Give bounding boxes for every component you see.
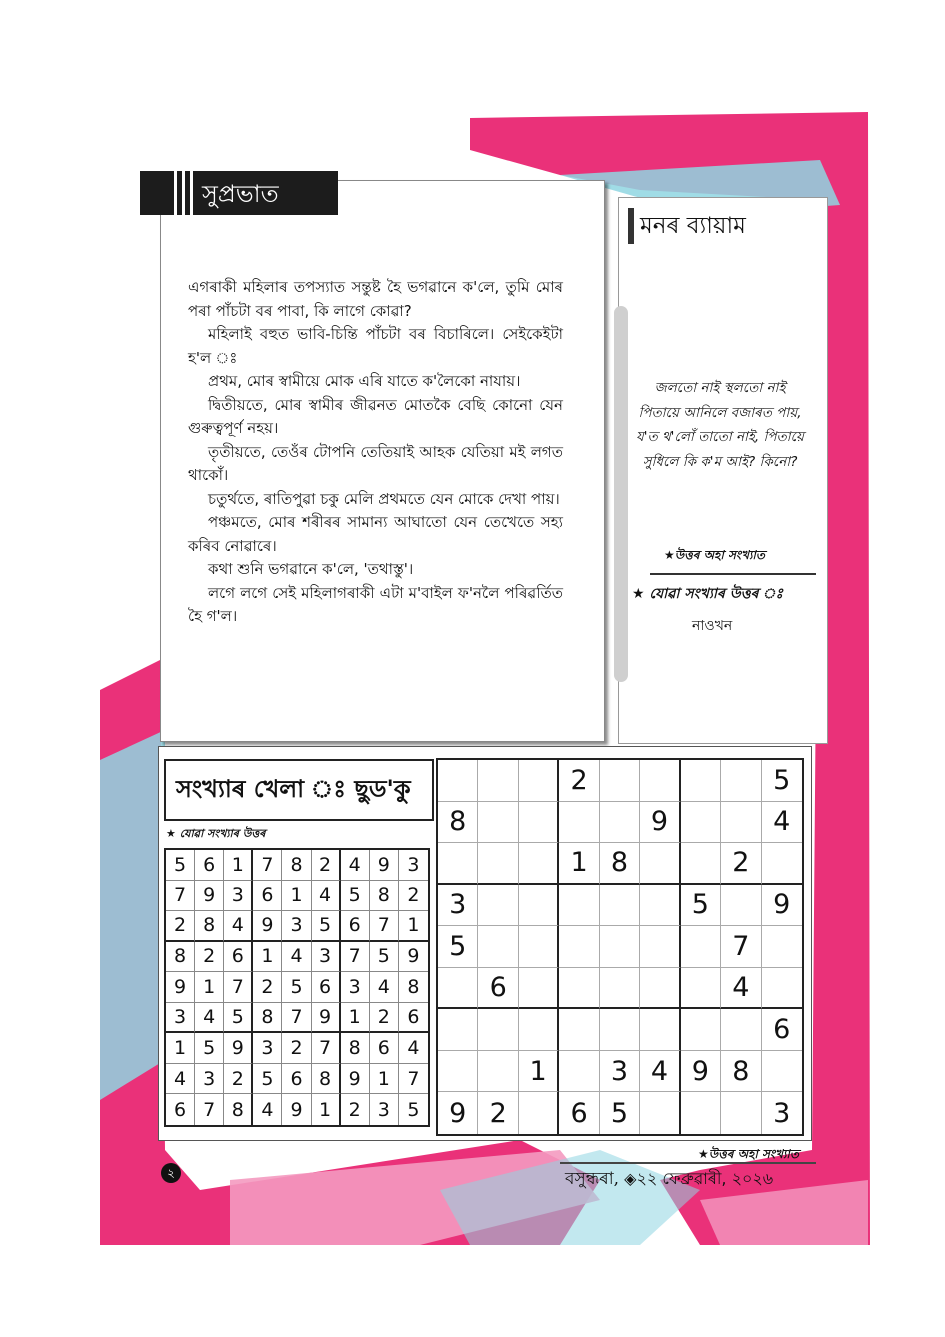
page-number: ২ xyxy=(161,1163,181,1183)
article-paragraph: এগৰাকী মহিলাৰ তপস্যাত সন্তুষ্ট হৈ ভগৱানে ক'লে, তুমি মোৰ পৰা পাঁচটা বৰ পাবা, কি লাগে কোৱা? xyxy=(188,278,563,320)
puzzle-cell xyxy=(681,968,721,1010)
header-stripe xyxy=(174,171,177,215)
puzzle-cell xyxy=(681,1009,721,1051)
puzzle-cell xyxy=(600,1009,640,1051)
puzzle-cell: 2 xyxy=(721,843,761,885)
puzzle-cell: 8 xyxy=(600,843,640,885)
puzzle-cell: 9 xyxy=(762,885,802,927)
article-paragraph: প্ৰথম, মোৰ স্বামীয়ে মোক এৰি যাতে ক'লৈকো নাযায়। xyxy=(208,372,521,390)
solution-cell: 8 xyxy=(253,1003,282,1034)
article-paragraph: মহিলাই বহুত ভাবি-চিন্তি পাঁচটা বৰ বিচাৰিলে। সেইকেইটা হ'ল ঃ xyxy=(188,325,563,367)
solution-cell: 9 xyxy=(312,1003,341,1034)
masthead xyxy=(565,1166,773,1194)
footer-answer-note: ★উত্তৰ অহা সংখ্যাত xyxy=(698,1147,799,1161)
solution-cell: 7 xyxy=(399,1064,428,1095)
solution-note: ★ যোৱা সংখ্যাৰ উত্তৰ xyxy=(166,827,266,840)
puzzle-cell xyxy=(478,1009,518,1051)
solution-cell: 8 xyxy=(370,881,399,912)
solution-cell: 6 xyxy=(253,881,282,912)
article-paragraph: দ্বিতীয়তে, মোৰ স্বামীৰ জীৱনত মোতকৈ বেছি কোনো যেন গুৰুত্বপূৰ্ণ নহয়। xyxy=(188,395,563,437)
puzzle-cell xyxy=(640,843,680,885)
puzzle-cell xyxy=(721,1009,761,1051)
section-header xyxy=(140,171,338,215)
solution-cell: 7 xyxy=(166,881,195,912)
puzzle-cell: 9 xyxy=(640,802,680,844)
puzzle-cell: 5 xyxy=(600,1092,640,1134)
puzzle-cell: 3 xyxy=(438,885,478,927)
puzzle-cell xyxy=(681,1092,721,1134)
puzzle-cell xyxy=(681,926,721,968)
solution-cell: 8 xyxy=(166,942,195,973)
solution-cell: 1 xyxy=(282,881,311,912)
solution-cell: 4 xyxy=(195,1003,224,1034)
solution-cell: 2 xyxy=(195,942,224,973)
solution-cell: 3 xyxy=(399,850,428,881)
puzzle-cell: 4 xyxy=(640,1051,680,1093)
sudoku-title: সংখ্যাৰ খেলা ঃ ছুড'কু xyxy=(176,775,411,803)
puzzle-cell: 6 xyxy=(559,1092,599,1134)
solution-cell: 2 xyxy=(224,1064,253,1095)
puzzle-cell: 5 xyxy=(438,926,478,968)
solution-cell: 3 xyxy=(312,942,341,973)
puzzle-cell xyxy=(438,843,478,885)
puzzle-cell xyxy=(438,1051,478,1093)
puzzle-cell xyxy=(559,926,599,968)
puzzle-cell xyxy=(600,802,640,844)
solution-cell: 5 xyxy=(341,881,370,912)
puzzle-cell xyxy=(519,1092,559,1134)
puzzle-cell: 1 xyxy=(559,843,599,885)
solution-cell: 9 xyxy=(253,911,282,942)
divider xyxy=(650,573,816,575)
solution-cell: 4 xyxy=(282,942,311,973)
solution-cell: 4 xyxy=(399,1033,428,1064)
solution-cell: 6 xyxy=(312,972,341,1003)
solution-cell: 1 xyxy=(370,1064,399,1095)
solution-cell: 7 xyxy=(195,1094,224,1125)
previous-answer: নাওখন xyxy=(692,618,733,634)
solution-cell: 2 xyxy=(253,972,282,1003)
solution-cell: 5 xyxy=(370,942,399,973)
solution-cell: 9 xyxy=(224,1033,253,1064)
solution-cell: 5 xyxy=(312,911,341,942)
solution-cell: 8 xyxy=(195,911,224,942)
solution-cell: 1 xyxy=(224,850,253,881)
puzzle-cell xyxy=(640,760,680,802)
puzzle-cell: 8 xyxy=(438,802,478,844)
solution-cell: 1 xyxy=(166,1033,195,1064)
solution-cell: 1 xyxy=(341,1003,370,1034)
solution-cell: 9 xyxy=(195,881,224,912)
article-paragraph: কথা শুনি ভগৱানে ক'লে, 'তথাস্তু'। xyxy=(208,560,414,578)
puzzle-cell xyxy=(640,1092,680,1134)
riddle-heading: মনৰ ব্যায়াম xyxy=(628,208,746,244)
puzzle-cell xyxy=(600,760,640,802)
solution-cell: 4 xyxy=(312,881,341,912)
puzzle-cell xyxy=(600,926,640,968)
solution-cell: 8 xyxy=(341,1033,370,1064)
puzzle-cell xyxy=(438,968,478,1010)
solution-cell: 3 xyxy=(341,972,370,1003)
puzzle-cell xyxy=(519,926,559,968)
solution-cell: 7 xyxy=(341,942,370,973)
header-stripe xyxy=(190,171,193,215)
solution-cell: 8 xyxy=(224,1094,253,1125)
solution-cell: 4 xyxy=(370,972,399,1003)
solution-cell: 8 xyxy=(282,850,311,881)
solution-cell: 3 xyxy=(282,911,311,942)
puzzle-cell xyxy=(559,802,599,844)
solution-cell: 4 xyxy=(341,850,370,881)
puzzle-cell xyxy=(559,968,599,1010)
puzzle-cell: 5 xyxy=(681,885,721,927)
solution-cell: 7 xyxy=(224,972,253,1003)
puzzle-cell: 9 xyxy=(438,1092,478,1134)
puzzle-cell xyxy=(681,843,721,885)
puzzle-cell: 1 xyxy=(519,1051,559,1093)
solution-cell: 8 xyxy=(399,972,428,1003)
solution-cell: 3 xyxy=(253,1033,282,1064)
solution-cell: 2 xyxy=(399,881,428,912)
solution-cell: 6 xyxy=(370,1033,399,1064)
puzzle-cell xyxy=(478,1051,518,1093)
solution-cell: 3 xyxy=(195,1064,224,1095)
puzzle-cell: 5 xyxy=(762,760,802,802)
puzzle-cell xyxy=(519,802,559,844)
puzzle-cell xyxy=(640,885,680,927)
riddle-panel-bar xyxy=(614,306,628,682)
riddle-text: জলতো নাই স্থলতো নাই পিতায়ে আনিলে বজাৰত পায়, য'ত থ'লোঁ তাতো নাই, পিতায়ে সুধিলে কি ক'ম আই? কিনো? xyxy=(636,380,804,470)
solution-cell: 9 xyxy=(166,972,195,1003)
previous-solution-grid xyxy=(164,848,430,1127)
puzzle-cell xyxy=(519,1009,559,1051)
puzzle-cell xyxy=(640,1009,680,1051)
puzzle-cell xyxy=(559,885,599,927)
puzzle-cell: 4 xyxy=(721,968,761,1010)
solution-cell: 7 xyxy=(370,911,399,942)
solution-cell: 9 xyxy=(341,1064,370,1095)
solution-cell: 4 xyxy=(166,1064,195,1095)
puzzle-cell: 3 xyxy=(773,1097,791,1129)
solution-cell: 1 xyxy=(195,972,224,1003)
solution-cell: 3 xyxy=(224,881,253,912)
solution-cell: 2 xyxy=(370,1003,399,1034)
solution-cell: 8 xyxy=(312,1064,341,1095)
puzzle-cell xyxy=(762,843,802,885)
puzzle-cell: 6 xyxy=(478,968,518,1010)
puzzle-cell: 3 xyxy=(600,1051,640,1093)
puzzle-cell xyxy=(438,1009,478,1051)
previous-answer-label: ★ যোৱা সংখ্যাৰ উত্তৰ ঃ xyxy=(632,586,783,602)
puzzle-cell xyxy=(721,760,761,802)
puzzle-cell xyxy=(721,802,761,844)
puzzle-cell: 8 xyxy=(721,1051,761,1093)
solution-cell: 7 xyxy=(282,1003,311,1034)
solution-cell: 2 xyxy=(312,850,341,881)
solution-cell: 6 xyxy=(341,911,370,942)
solution-cell: 9 xyxy=(399,942,428,973)
solution-cell: 1 xyxy=(312,1094,341,1125)
article-paragraph: তৃতীয়তে, তেওঁৰ টোপনি তেতিয়াই আহক যেতিয়া মই লগত থাকোঁ। xyxy=(188,442,563,484)
puzzle-cell xyxy=(559,1051,599,1093)
article-body xyxy=(188,276,563,629)
solution-cell: 3 xyxy=(166,1003,195,1034)
solution-cell: 1 xyxy=(399,911,428,942)
puzzle-cell xyxy=(721,1092,761,1134)
puzzle-cell: 6 xyxy=(762,1009,802,1051)
puzzle-cell xyxy=(600,968,640,1010)
solution-cell: 7 xyxy=(253,850,282,881)
section-title: সুপ্ৰভাত xyxy=(202,180,279,208)
answer-next-issue-note: ★উত্তৰ অহা সংখ্যাত xyxy=(664,548,765,562)
puzzle-cell xyxy=(478,760,518,802)
solution-cell: 2 xyxy=(166,911,195,942)
puzzle-cell: 2 xyxy=(478,1092,518,1134)
puzzle-cell xyxy=(721,885,761,927)
puzzle-cell xyxy=(762,1051,802,1093)
puzzle-cell xyxy=(438,760,478,802)
puzzle-cell: 9 xyxy=(681,1051,721,1093)
solution-cell: 1 xyxy=(253,942,282,973)
paper-name: বসুন্ধৰা, xyxy=(565,1169,620,1189)
puzzle-cell xyxy=(559,1009,599,1051)
article-paragraph: পঞ্চমতে, মোৰ শৰীৰৰ সামান্য আঘাতো যেন তেখেতে সহ্য কৰিব নোৱাৰে। xyxy=(188,513,563,555)
article-paragraph: লগে লগে সেই মহিলাগৰাকী এটা ম'বাইল ফ'নলৈ পৰিৱৰ্তিত হৈ গ'ল। xyxy=(188,583,563,625)
solution-cell: 5 xyxy=(224,1003,253,1034)
solution-cell: 3 xyxy=(370,1094,399,1125)
article-paragraph: চতুৰ্থতে, ৰাতিপুৱা চকু মেলি প্ৰথমতে যেন মোকে দেখা পায়। xyxy=(208,489,560,508)
solution-cell: 7 xyxy=(312,1033,341,1064)
solution-cell: 5 xyxy=(195,1033,224,1064)
solution-cell: 5 xyxy=(253,1064,282,1095)
solution-cell: 4 xyxy=(253,1094,282,1125)
puzzle-cell xyxy=(762,926,802,968)
puzzle-cell: 7 xyxy=(721,926,761,968)
puzzle-cell xyxy=(478,926,518,968)
puzzle-cell xyxy=(519,968,559,1010)
puzzle-cell xyxy=(478,885,518,927)
solution-cell: 5 xyxy=(407,1098,420,1121)
sudoku-puzzle-grid xyxy=(436,758,804,1136)
solution-cell: 4 xyxy=(224,911,253,942)
puzzle-cell xyxy=(640,926,680,968)
puzzle-cell: 2 xyxy=(559,760,599,802)
solution-cell: 2 xyxy=(341,1094,370,1125)
solution-cell: 6 xyxy=(399,1003,428,1034)
solution-cell: 5 xyxy=(166,850,195,881)
issue-date: ◈২২ ফেব্ৰুৱাৰী, ২০২৬ xyxy=(624,1169,774,1188)
puzzle-cell xyxy=(519,843,559,885)
solution-cell: 9 xyxy=(370,850,399,881)
solution-cell: 2 xyxy=(282,1033,311,1064)
solution-cell: 9 xyxy=(282,1094,311,1125)
solution-cell: 6 xyxy=(282,1064,311,1095)
puzzle-cell xyxy=(640,968,680,1010)
puzzle-cell xyxy=(681,760,721,802)
solution-cell: 6 xyxy=(195,850,224,881)
sudoku-title-box xyxy=(164,759,434,821)
puzzle-cell xyxy=(478,802,518,844)
puzzle-cell xyxy=(762,968,802,1010)
puzzle-cell xyxy=(681,802,721,844)
solution-cell: 6 xyxy=(166,1094,195,1125)
solution-cell: 5 xyxy=(282,972,311,1003)
puzzle-cell: 4 xyxy=(762,802,802,844)
header-stripe xyxy=(182,171,185,215)
solution-cell: 6 xyxy=(224,942,253,973)
puzzle-cell xyxy=(478,843,518,885)
puzzle-cell xyxy=(519,760,559,802)
footer-divider xyxy=(560,1162,816,1164)
puzzle-cell xyxy=(519,885,559,927)
puzzle-cell xyxy=(600,885,640,927)
